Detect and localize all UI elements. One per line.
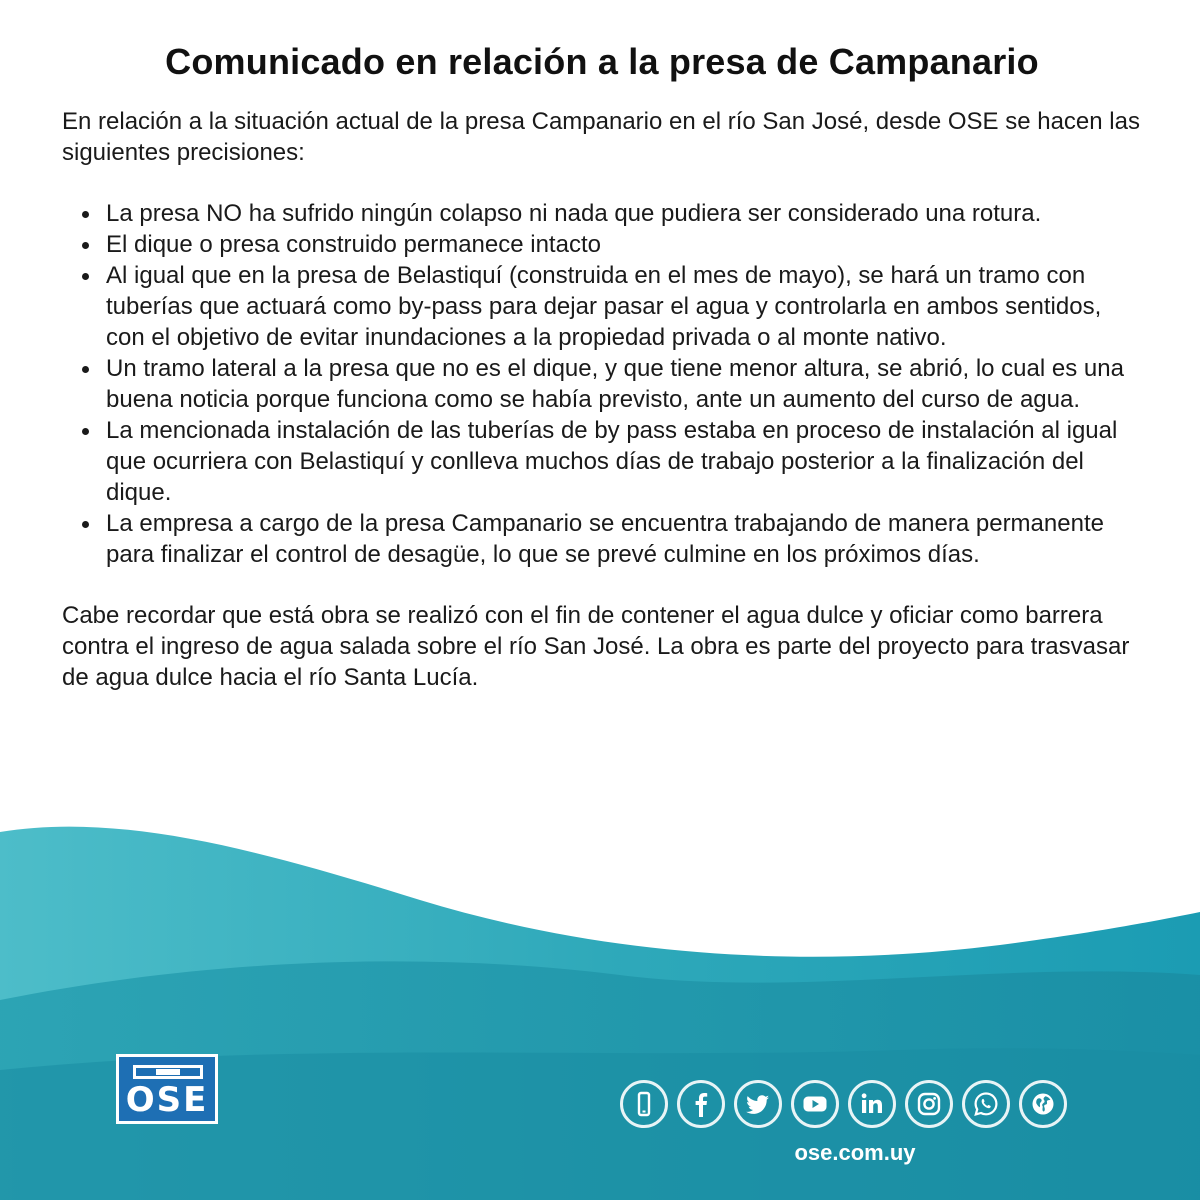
logo-text: OSE bbox=[125, 1080, 209, 1120]
precisions-list bbox=[62, 198, 1142, 570]
list-item: La presa NO ha sufrido ningún colapso ni nada que pudiera ser considerado una rotura. bbox=[106, 198, 1142, 229]
list-item: La mencionada instalación de las tuberías de by pass estaba en proceso de instalación al igual que ocurriera con Belastiquí y conlleva muchos días de trabajo posterior a la finalización del dique. bbox=[106, 415, 1142, 508]
website-link[interactable]: ose.com.uy bbox=[794, 1140, 916, 1165]
facebook-icon[interactable] bbox=[677, 1080, 725, 1128]
ose-logo[interactable] bbox=[116, 1054, 218, 1124]
list-item: Un tramo lateral a la presa que no es el dique, y que tiene menor altura, se abrió, lo cual es una buena noticia porque funciona como se había previsto, ante un aumento del curso de agua. bbox=[106, 353, 1142, 415]
youtube-icon[interactable] bbox=[791, 1080, 839, 1128]
logo-emblem bbox=[133, 1065, 203, 1079]
list-item: El dique o presa construido permanece intacto bbox=[106, 229, 1142, 260]
document-body bbox=[62, 40, 1142, 693]
list-item: La empresa a cargo de la presa Campanario se encuentra trabajando de manera permanente para finalizar el control de desagüe, lo que se prevé culmine en los próximos días. bbox=[106, 508, 1142, 570]
twitter-icon[interactable] bbox=[734, 1080, 782, 1128]
list-item: Al igual que en la presa de Belastiquí (construida en el mes de mayo), se hará un tramo con tuberías que actuará como by-pass para dejar pasar el agua y controlarla en ambos sentidos, con el objetivo de evitar inundaciones a la propiedad privada o al monte nativo. bbox=[106, 260, 1142, 353]
linkedin-icon[interactable] bbox=[848, 1080, 896, 1128]
phone-icon[interactable] bbox=[620, 1080, 668, 1128]
intro-paragraph: En relación a la situación actual de la presa Campanario en el río San José, desde OSE se hacen las siguientes precisiones: bbox=[62, 108, 1140, 166]
whatsapp-icon[interactable] bbox=[962, 1080, 1010, 1128]
social-links bbox=[620, 1080, 1067, 1134]
page-title: Comunicado en relación a la presa de Campanario bbox=[165, 41, 1039, 82]
closing-paragraph: Cabe recordar que está obra se realizó con el fin de contener el agua dulce y oficiar como barrera contra el ingreso de agua salada sobre el río San José. La obra es parte del proyecto para trasvasar de agua dulce hacia el río Santa Lucía. bbox=[62, 602, 1130, 691]
instagram-icon[interactable] bbox=[905, 1080, 953, 1128]
globe-icon[interactable] bbox=[1019, 1080, 1067, 1128]
